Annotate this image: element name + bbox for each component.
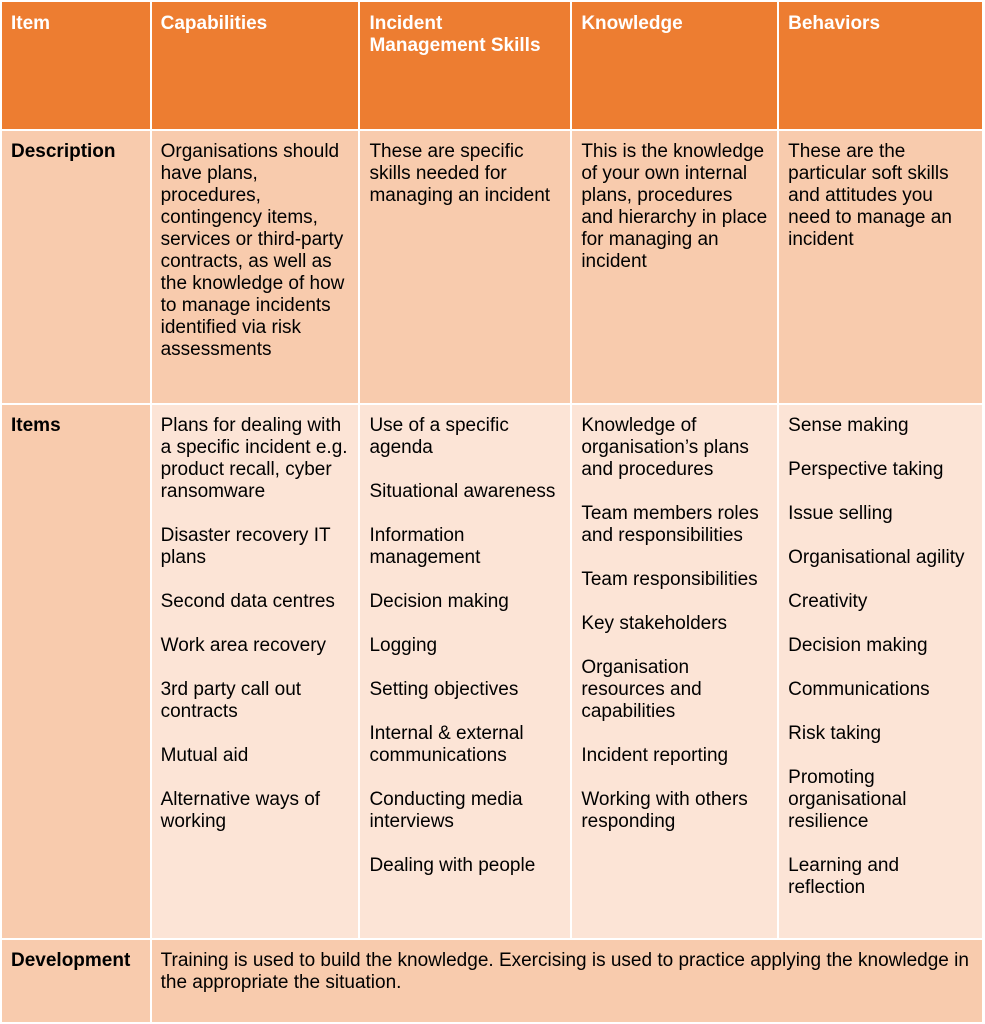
description-incident-management-skills: These are specific skills needed for managing an incident [359, 130, 571, 404]
list-item: Logging [369, 635, 438, 656]
list-item: Dealing with people [369, 855, 536, 876]
list-item: 3rd party call out contracts [160, 679, 302, 722]
knowledge-list [581, 415, 769, 833]
list-item: Second data centres [160, 591, 335, 612]
list-item: Alternative ways of working [160, 789, 321, 832]
behaviors-list [788, 415, 974, 899]
list-item: Work area recovery [160, 635, 327, 656]
development-label: Development [1, 939, 151, 1023]
list-item: Organisational agility [788, 547, 965, 568]
description-capabilities: Organisations should have plans, procedures, contingency items, services or third-party contracts, as well as the knowledge of how to manage incidents identified via risk assessments [151, 130, 360, 404]
items-knowledge-cell [571, 404, 778, 939]
list-item: Situational awareness [369, 481, 556, 502]
header-knowledge: Knowledge [571, 1, 778, 130]
list-item: Learning and reflection [788, 855, 900, 898]
incident-management-skills-list [369, 415, 562, 877]
list-item: Communications [788, 679, 930, 700]
header-row [1, 1, 983, 130]
list-item: Decision making [369, 591, 509, 612]
list-item: Setting objectives [369, 679, 519, 700]
items-incident-management-skills-cell [359, 404, 571, 939]
items-row [1, 404, 983, 939]
list-item: Perspective taking [788, 459, 944, 480]
header-item: Item [1, 1, 151, 130]
list-item: Incident reporting [581, 745, 729, 766]
development-row [1, 939, 983, 1023]
header-behaviors: Behaviors [778, 1, 983, 130]
list-item: Disaster recovery IT plans [160, 525, 331, 568]
description-behaviors: These are the particular soft skills and attitudes you need to manage an incident [778, 130, 983, 404]
items-capabilities-cell [151, 404, 360, 939]
header-capabilities: Capabilities [151, 1, 360, 130]
list-item: Use of a specific agenda [369, 415, 509, 458]
list-item: Knowledge of organisation’s plans and procedures [581, 415, 749, 480]
list-item: Conducting media interviews [369, 789, 523, 832]
description-label: Description [1, 130, 151, 404]
list-item: Sense making [788, 415, 909, 436]
list-item: Team members roles and responsibilities [581, 503, 759, 546]
list-item: Information management [369, 525, 481, 568]
list-item: Plans for dealing with a specific incident e.g. product recall, cyber ransomware [160, 415, 348, 502]
development-text: Training is used to build the knowledge. Exercising is used to practice applying the knowledge in the appropriate the situation. [151, 939, 983, 1023]
list-item: Mutual aid [160, 745, 249, 766]
description-knowledge: This is the knowledge of your own internal plans, procedures and hierarchy in place for managing an incident [571, 130, 778, 404]
list-item: Team responsibilities [581, 569, 758, 590]
list-item: Risk taking [788, 723, 882, 744]
list-item: Decision making [788, 635, 928, 656]
list-item: Working with others responding [581, 789, 748, 832]
items-behaviors-cell [778, 404, 983, 939]
list-item: Issue selling [788, 503, 893, 524]
list-item: Creativity [788, 591, 868, 612]
list-item: Promoting organisational resilience [788, 767, 907, 832]
list-item: Organisation resources and capabilities [581, 657, 702, 722]
list-item: Key stakeholders [581, 613, 728, 634]
capabilities-list [161, 415, 351, 833]
list-item: Internal & external communications [369, 723, 524, 766]
items-label: Items [1, 404, 151, 939]
description-row [1, 130, 983, 404]
header-incident-management-skills: Incident Management Skills [359, 1, 571, 130]
